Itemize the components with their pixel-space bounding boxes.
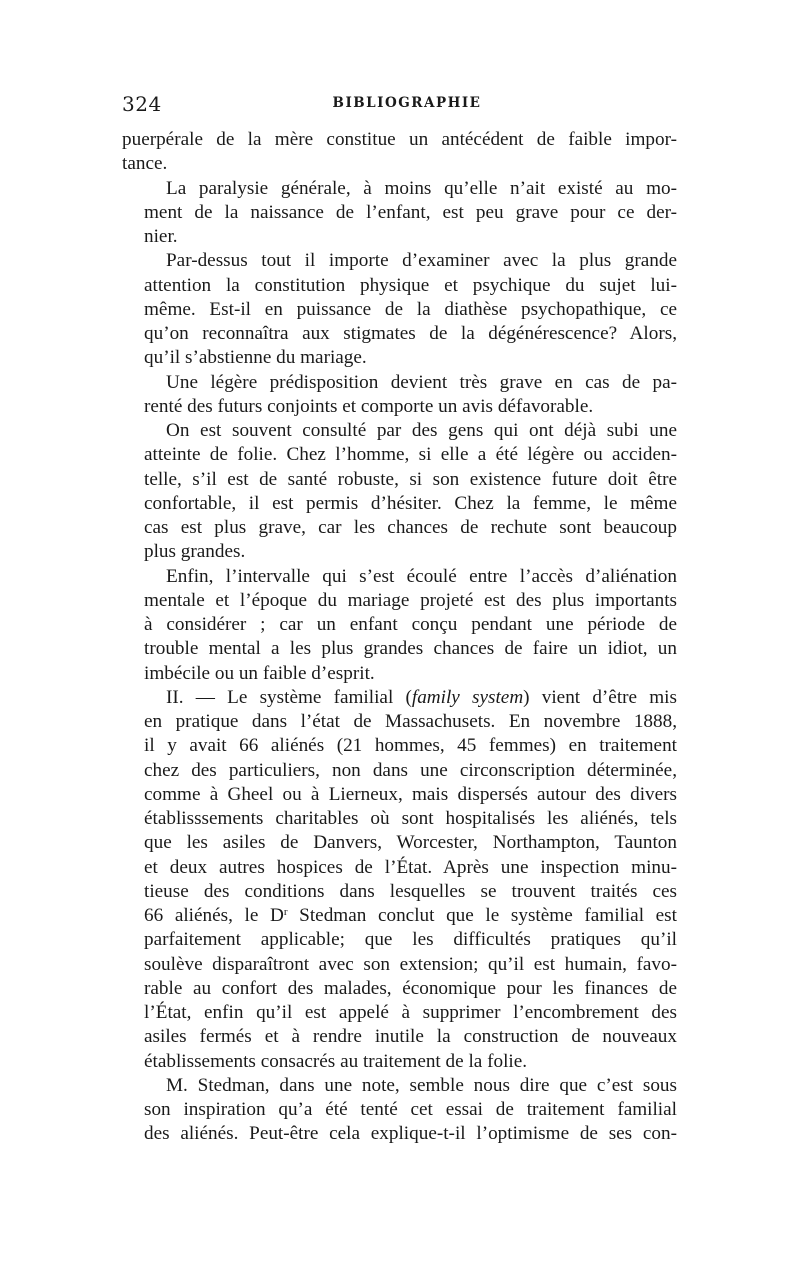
text-segment: II. — Le système familial (: [166, 686, 412, 708]
text-line: asiles fermés et à rendre inutile la construction de nouveaux: [144, 1026, 677, 1048]
text-line: son inspiration qu’a été tenté cet essai de traitement familial: [144, 1099, 677, 1120]
text-line: La paralysie générale, à moins qu’elle n’ait existé au mo-: [166, 177, 677, 199]
text-segment: Stedman conclut que le système familial est: [287, 905, 677, 926]
paragraph: [122, 565, 677, 686]
text-line: Par-dessus tout il importe d’examiner avec la plus grande: [166, 250, 677, 272]
text-line: rable au confort des malades, économique pour les finances de: [144, 977, 677, 999]
text-line: nier.: [144, 226, 178, 247]
text-line: même. Est-il en puissance de la diathèse psychopathique, ce: [144, 298, 677, 320]
text-line: tance.: [122, 153, 168, 175]
paragraph: [122, 419, 677, 565]
text-line: Enfin, l’intervalle qui s’est écoulé entre l’accès d’aliénation: [166, 565, 677, 587]
paragraph: [122, 1074, 677, 1147]
text-line: qu’il s’abstienne du mariage.: [144, 347, 367, 369]
text-line: chez des particuliers, non dans une circonscription déterminée,: [144, 759, 677, 781]
paragraph: [122, 371, 677, 420]
text-line: comme à Gheel ou à Lierneux, mais dispersés autour des divers: [144, 783, 677, 805]
page-header: [122, 92, 682, 116]
text-line: atteinte de folie. Chez l’homme, si elle a été légère ou acciden-: [144, 444, 677, 466]
text-segment: 66 aliénés, le D: [144, 905, 284, 926]
text-line: soulève disparaîtront avec son extension; qu’il est humain, favo-: [144, 953, 677, 975]
text-line: établisssements charitables où sont hospitalisés les aliénés, tels: [144, 808, 677, 829]
text-line: plus grandes.: [144, 541, 246, 563]
text-line: parfaitement applicable; que les difficultés pratiques qu’il: [144, 929, 677, 951]
text-line: telle, s’il est de santé robuste, si son existence future doit être: [144, 468, 677, 490]
text-line: établissements consacrés au traitement de la folie.: [144, 1050, 528, 1072]
text-line: qu’on reconnaîtra aux stigmates de la dégénérescence? Alors,: [144, 323, 677, 344]
text-line: imbécile ou un faible d’esprit.: [144, 662, 375, 684]
paragraph: [122, 249, 677, 370]
text-line: confortable, il est permis d’hésiter. Chez la femme, le même: [144, 492, 677, 514]
italic-term: family system: [411, 686, 524, 708]
text-line: et deux autres hospices de l’État. Après une inspection minu-: [144, 856, 677, 878]
text-line: cas est plus grave, car les chances de rechute sont beaucoup: [144, 517, 677, 538]
superscript: r: [283, 906, 288, 918]
running-head: BIBLIOGRAPHIE: [332, 95, 482, 111]
text-line: il y avait 66 aliénés (21 hommes, 45 femmes) en traitement: [144, 735, 677, 757]
text-line: On est souvent consulté par des gens qui ont déjà subi une: [166, 420, 677, 441]
text-line: à considérer ; car un enfant conçu pendant une période de: [144, 614, 677, 635]
text-line: trouble mental a les plus grandes chances de faire un idiot, un: [144, 638, 677, 660]
text-line: [122, 686, 677, 710]
text-line: puerpérale de la mère constitue un antécédent de faible impor-: [122, 129, 677, 150]
text-line: l’État, enfin qu’il est appelé à supprimer l’encombrement des: [144, 1002, 677, 1023]
section-paragraph: [122, 686, 677, 1074]
text-line: mentale et l’époque du mariage projeté est des plus importants: [144, 589, 677, 611]
text-line: attention la constitution physique et psychique du sujet lui-: [144, 274, 677, 296]
text-line: renté des futurs conjoints et comporte un avis défavorable.: [144, 395, 594, 417]
text-segment: ) vient d’être mis: [523, 686, 677, 708]
page-number: 324: [122, 92, 162, 116]
text-line: que les asiles de Danvers, Worcester, Northampton, Taunton: [144, 832, 677, 854]
text-line: Une légère prédisposition devient très grave en cas de pa-: [166, 371, 677, 393]
text-line: tieuse des conditions dans lesquelles se trouvent traités ces: [144, 880, 677, 902]
text-line: des aliénés. Peut-être cela explique-t-il l’optimisme de ses con-: [144, 1123, 677, 1145]
body-text: [122, 128, 677, 1147]
text-line: M. Stedman, dans une note, semble nous dire que c’est sous: [166, 1074, 677, 1096]
text-line: [122, 904, 677, 928]
paragraph: [122, 128, 677, 177]
paragraph: [122, 177, 677, 250]
text-line: ment de la naissance de l’enfant, est peu grave pour ce der-: [144, 201, 677, 223]
text-line: en pratique dans l’état de Massachusets. En novembre 1888,: [144, 711, 677, 732]
